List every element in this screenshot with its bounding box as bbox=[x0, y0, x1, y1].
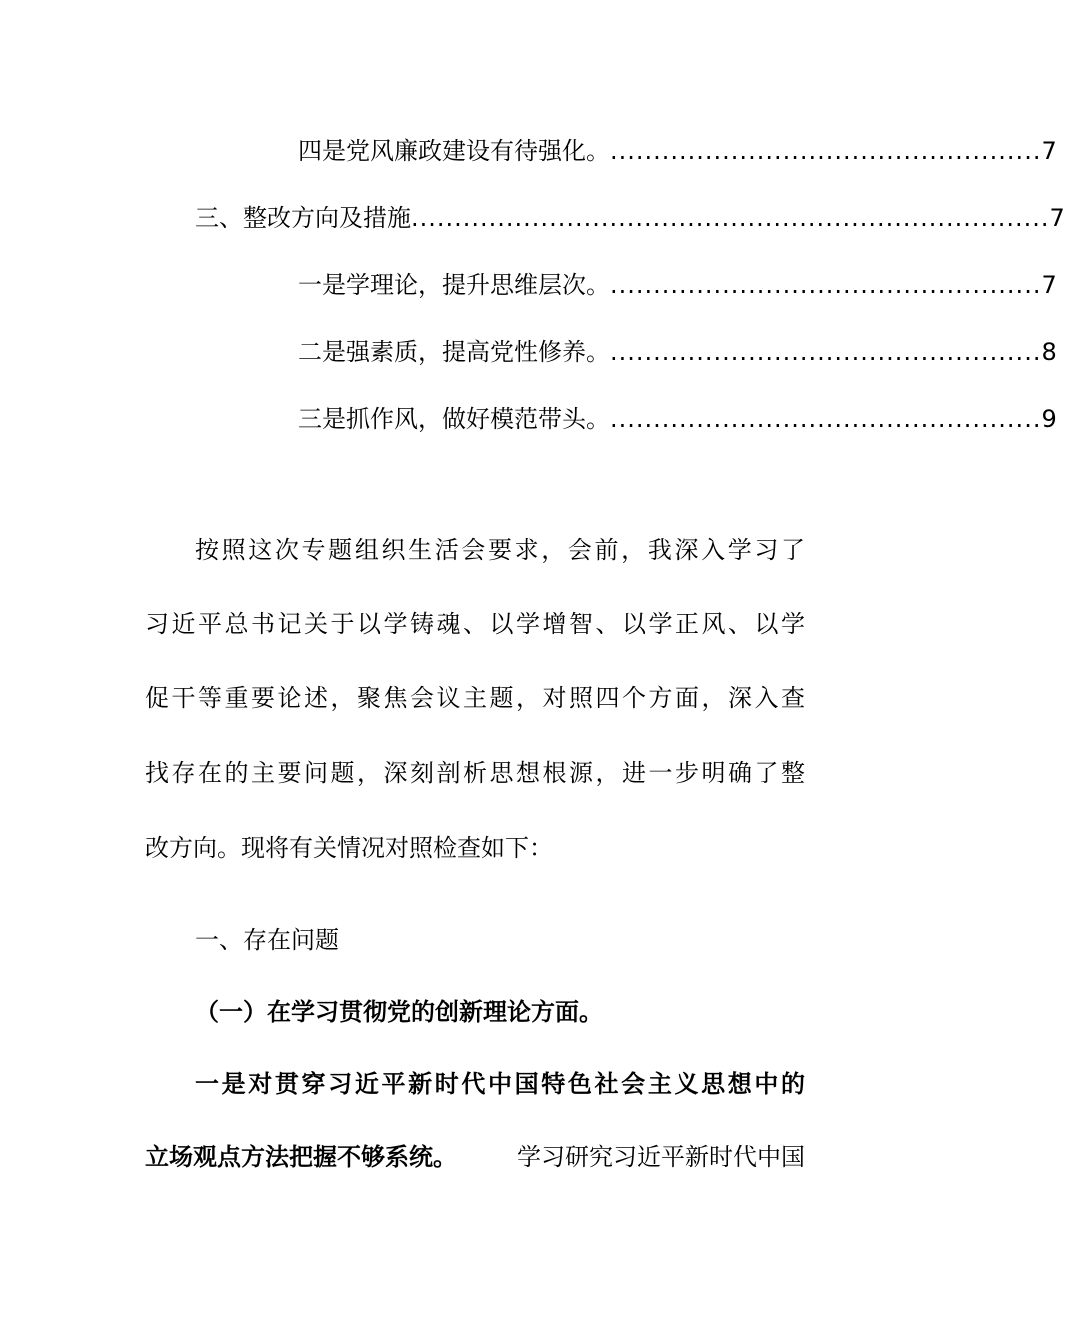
intro-paragraph-line: 促干等重要论述，聚焦会议主题，对照四个方面，深入查 bbox=[145, 684, 805, 712]
toc-entry[interactable] bbox=[195, 201, 1065, 235]
point-heading-continuation: 立场观点方法把握不够系统。 bbox=[145, 1143, 457, 1171]
intro-paragraph-line: 习近平总书记关于以学铸魂、以学增智、以学正风、以学 bbox=[145, 610, 805, 638]
toc-leader-dots: .................................................. bbox=[610, 271, 1042, 299]
point-body-text: 学习研究习近平新时代中国 bbox=[517, 1143, 805, 1171]
toc-entry-title: 三、整改方向及措施 bbox=[195, 204, 411, 232]
toc-page-number: 9 bbox=[1041, 405, 1057, 433]
intro-paragraph-line: 找存在的主要问题，深刻剖析思想根源，进一步明确了整 bbox=[145, 759, 805, 787]
toc-page-number: 7 bbox=[1041, 271, 1057, 299]
intro-paragraph-line: 改方向。现将有关情况对照检查如下： bbox=[145, 834, 553, 862]
toc-entry-title: 三是抓作风，做好模范带头。 bbox=[298, 405, 610, 433]
section-subheading: （一）在学习贯彻党的创新理论方面。 bbox=[195, 998, 603, 1026]
toc-page-number: 7 bbox=[1041, 137, 1057, 165]
section-heading: 一、存在问题 bbox=[195, 926, 339, 954]
toc-page-number: 7 bbox=[1049, 204, 1065, 232]
toc-entry-title: 四是党风廉政建设有待强化。 bbox=[298, 137, 610, 165]
toc-leader-dots: .................................................. bbox=[610, 405, 1042, 433]
toc-entry[interactable] bbox=[298, 335, 1057, 369]
toc-page-number: 8 bbox=[1041, 338, 1057, 366]
toc-leader-dots: .................................................. bbox=[610, 338, 1042, 366]
point-heading-line: 一是对贯穿习近平新时代中国特色社会主义思想中的 bbox=[195, 1070, 805, 1098]
intro-paragraph-line: 按照这次专题组织生活会要求，会前，我深入学习了 bbox=[195, 536, 805, 564]
toc-leader-dots: .................................................. bbox=[610, 137, 1042, 165]
toc-entry-title: 二是强素质，提高党性修养。 bbox=[298, 338, 610, 366]
toc-leader-dots: .......................................................................... bbox=[411, 204, 1050, 232]
point-paragraph-line bbox=[145, 1139, 805, 1175]
toc-entry[interactable] bbox=[298, 268, 1057, 302]
toc-entry[interactable] bbox=[298, 402, 1057, 436]
toc-entry[interactable] bbox=[298, 134, 1057, 168]
toc-entry-title: 一是学理论，提升思维层次。 bbox=[298, 271, 610, 299]
